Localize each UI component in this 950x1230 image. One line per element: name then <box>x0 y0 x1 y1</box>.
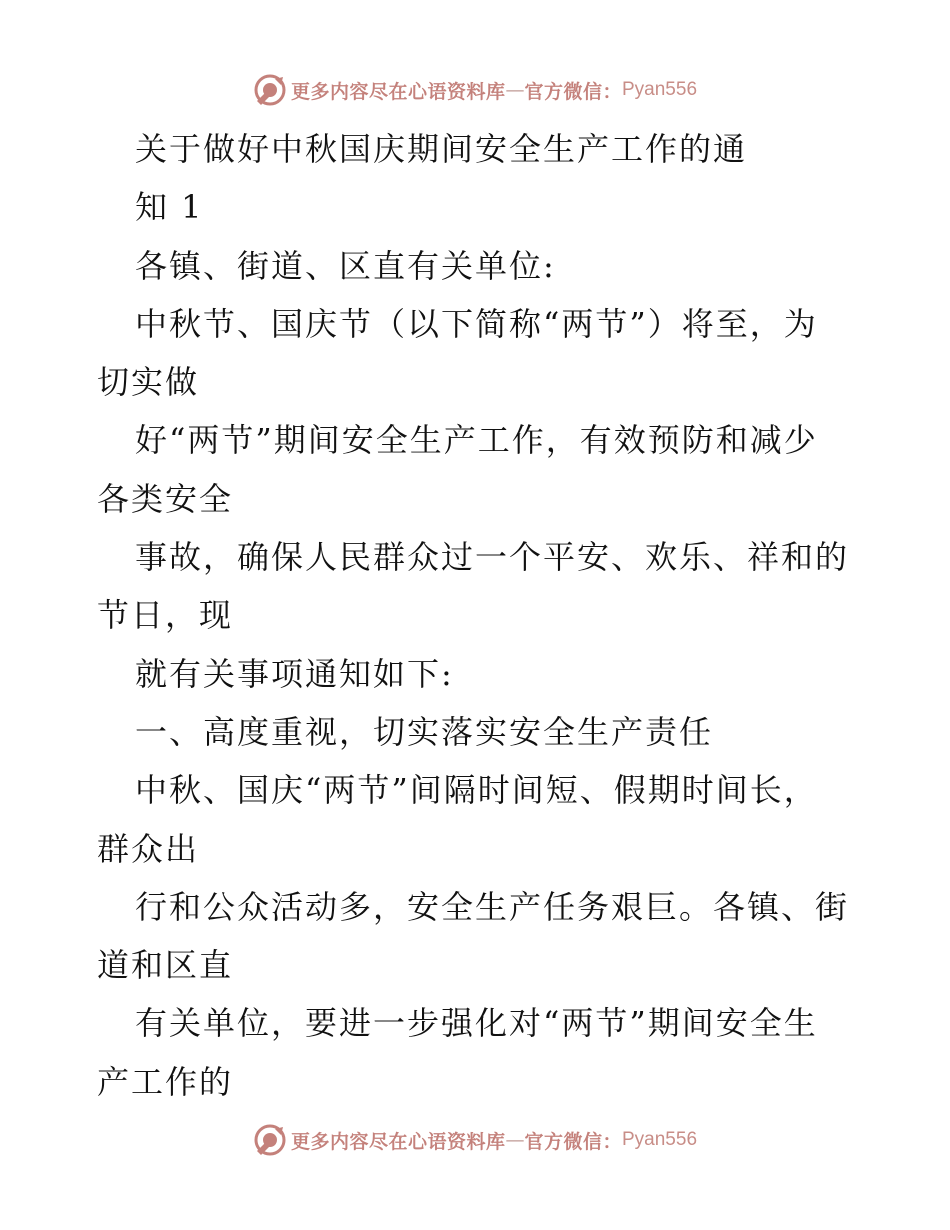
watermark-wechat-label: 官方微信： <box>524 80 622 103</box>
watermark-wechat-label: 官方微信： <box>524 1130 622 1153</box>
text-line: 知 1 <box>135 188 204 227</box>
text-line: 事故，确保人民群众过一个平安、欢乐、祥和的 <box>135 538 850 577</box>
text-line: 行和公众活动多，安全生产任务艰巨。各镇、街 <box>135 887 850 926</box>
text-line: 关于做好中秋国庆期间安全生产工作的通 <box>135 130 748 168</box>
text-line: 有关单位，要进一步强化对“两节”期间安全生 <box>135 1004 818 1043</box>
watermark-footer <box>0 1120 950 1160</box>
watermark-separator: — <box>505 1129 525 1151</box>
watermark-header <box>0 70 950 110</box>
watermark-wechat-id: Pyan556 <box>622 79 698 100</box>
text-line: 好“两节”期间安全生产工作，有效预防和减少 <box>135 421 818 460</box>
text-line: 节日，现 <box>97 596 234 635</box>
watermark-separator: — <box>505 79 525 101</box>
stamp-logo-icon <box>253 73 287 107</box>
text-line: 群众出 <box>97 829 200 868</box>
text-line: 道和区直 <box>97 946 234 985</box>
text-line: 产工作的 <box>97 1062 234 1101</box>
text-line: 中秋、国庆“两节”间隔时间短、假期时间长， <box>135 771 818 810</box>
text-line: 一、高度重视，切实落实安全生产责任 <box>135 712 714 751</box>
watermark-site-text: 更多内容尽在心语资料库 <box>290 1130 506 1153</box>
text-line: 切实做 <box>97 363 200 402</box>
stamp-logo-icon <box>253 1123 287 1157</box>
watermark-site-text: 更多内容尽在心语资料库 <box>290 80 506 103</box>
text-line: 中秋节、国庆节（以下简称“两节”）将至，为 <box>135 304 818 343</box>
text-line: 就有关事项通知如下: <box>135 654 454 693</box>
watermark-wechat-id: Pyan556 <box>622 1129 698 1150</box>
document-body <box>97 120 867 1111</box>
text-line: 各类安全 <box>97 479 234 518</box>
text-line: 各镇、街道、区直有关单位: <box>135 246 556 285</box>
